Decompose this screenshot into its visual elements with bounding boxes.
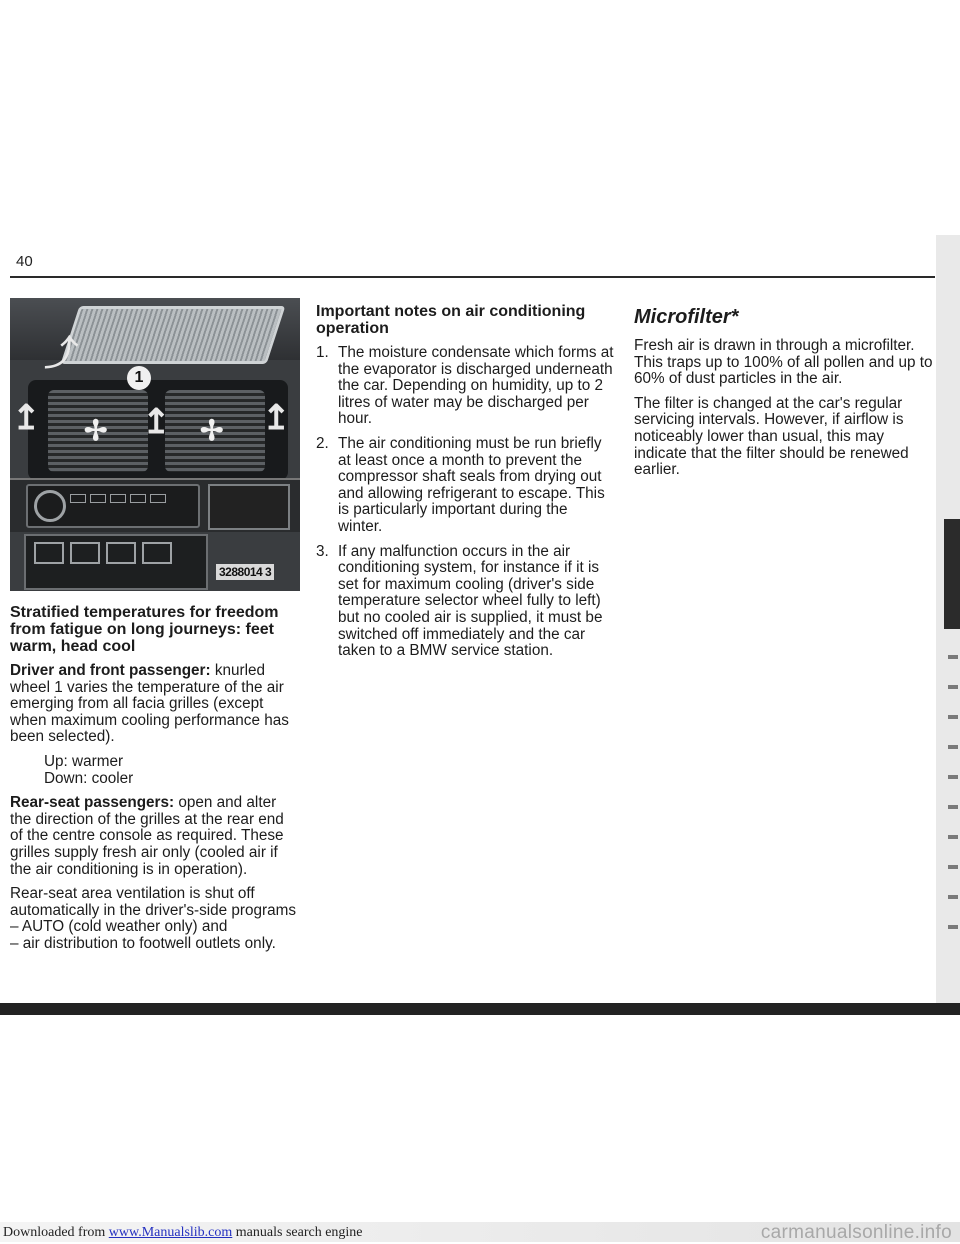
left-column <box>10 604 300 953</box>
plus-icon: ✢ <box>200 415 224 446</box>
climate-button <box>106 542 136 564</box>
item-number: 1. <box>316 344 329 361</box>
dashboard-vents-photo <box>10 298 300 591</box>
edge-mark <box>948 865 958 869</box>
defroster-vent <box>61 306 286 364</box>
radio-knob <box>34 490 66 522</box>
footer-suffix: manuals search engine <box>232 1225 363 1240</box>
ventilation-intro: Rear-seat area ventilation is shut off automatically in the driver's-side programs <box>10 885 297 919</box>
arrow-up-icon: ↥ <box>12 399 41 437</box>
radio-button <box>70 494 86 503</box>
footer-prefix: Downloaded from <box>3 1225 109 1240</box>
ventilation-item: – AUTO (cold weather only) and <box>10 918 228 936</box>
middle-column <box>316 303 614 668</box>
section-tab <box>944 519 960 629</box>
ventilation-paragraph <box>10 886 300 919</box>
climate-display-panel <box>208 484 290 530</box>
list-item <box>316 345 614 428</box>
driver-text: knurled wheel 1 varies the temperature of the air emerging from all facia grilles (except when maximum cooling performance has been selected). <box>10 662 289 746</box>
radio-button <box>150 494 166 503</box>
radio-button <box>90 494 106 503</box>
rear-label: Rear-seat passengers: <box>10 794 175 812</box>
callout-number: 1 <box>127 366 151 390</box>
watermark: carmanualsonline.info <box>760 1222 952 1243</box>
item-number: 3. <box>316 542 329 560</box>
item-text: The air conditioning must be run briefly at least once a month to prevent the compressor shaft seals from drying out and allowing refrigerant to escape. This is particularly important during the winter. <box>338 434 605 535</box>
list-item <box>316 436 614 536</box>
item-number: 2. <box>316 434 329 452</box>
page-number: 40 <box>16 253 33 270</box>
header-rule <box>10 276 935 278</box>
edge-mark <box>948 745 958 749</box>
microfilter-heading: Microfilter* <box>634 306 739 328</box>
edge-mark <box>948 655 958 659</box>
microfilter-paragraph: Fresh air is drawn in through a microfilter. This traps up to 100% of all pollen and up to 60% of dust particles in the air. <box>634 337 933 388</box>
arrow-up-icon: ↥ <box>262 399 291 437</box>
radio-button <box>110 494 126 503</box>
temperature-direction-list <box>10 754 300 787</box>
ventilation-item: – air distribution to footwell outlets only. <box>10 934 276 952</box>
direction-up: Up: warmer <box>44 752 124 770</box>
edge-mark <box>948 775 958 779</box>
edge-mark <box>948 685 958 689</box>
edge-mark <box>948 925 958 929</box>
item-text: If any malfunction occurs in the air conditioning system, for instance if it is set for maximum cooling (driver's side temperature selector wheel fully to left) but no cooled air is supplied, it must be switched off immediately and the car taken to a BMW service station. <box>338 542 603 660</box>
direction-down: Down: cooler <box>44 769 134 787</box>
climate-button <box>34 542 64 564</box>
driver-label: Driver and front passenger: <box>10 662 211 679</box>
climate-button <box>70 542 100 564</box>
edge-mark <box>948 895 958 899</box>
right-column <box>634 306 934 487</box>
photo-reference-number: 3288014 3 <box>216 564 274 580</box>
arrow-up-icon: ⤴ <box>44 335 78 373</box>
microfilter-paragraph: The filter is changed at the car's regular servicing intervals. However, if airflow is noticeably lower than usual, this may indicate that the filter should be renewed earlier. <box>634 394 909 479</box>
list-item <box>316 544 614 660</box>
section-heading: Stratified temperatures for freedom from fatigue on long journeys: feet warm, head cool <box>10 604 279 655</box>
item-text: The moisture condensate which forms at the evaporator is discharged underneath the car. Depending on humidity, up to 2 litres of water may be discharged per hour. <box>338 344 614 428</box>
rear-paragraph <box>10 795 300 878</box>
radio-button <box>130 494 146 503</box>
edge-mark <box>948 835 958 839</box>
driver-paragraph <box>10 663 300 746</box>
notes-list <box>316 345 614 660</box>
arrow-up-icon: ↥ <box>142 403 171 441</box>
footer-bar <box>0 1222 960 1242</box>
download-notice <box>3 1225 363 1241</box>
rear-text: open and alter the direction of the grilles at the rear end of the centre console as required. These grilles supply fresh air only (cooled air if the air conditioning is in operation). <box>10 794 284 878</box>
page-edge-tabs <box>936 235 960 1005</box>
manualslib-link[interactable]: www.Manualslib.com <box>108 1225 233 1240</box>
climate-button <box>142 542 172 564</box>
plus-icon: ✢ <box>84 415 108 446</box>
page-bottom-band <box>0 1003 960 1015</box>
section-heading: Important notes on air conditioning operation <box>316 303 586 337</box>
edge-mark <box>948 715 958 719</box>
edge-mark <box>948 805 958 809</box>
